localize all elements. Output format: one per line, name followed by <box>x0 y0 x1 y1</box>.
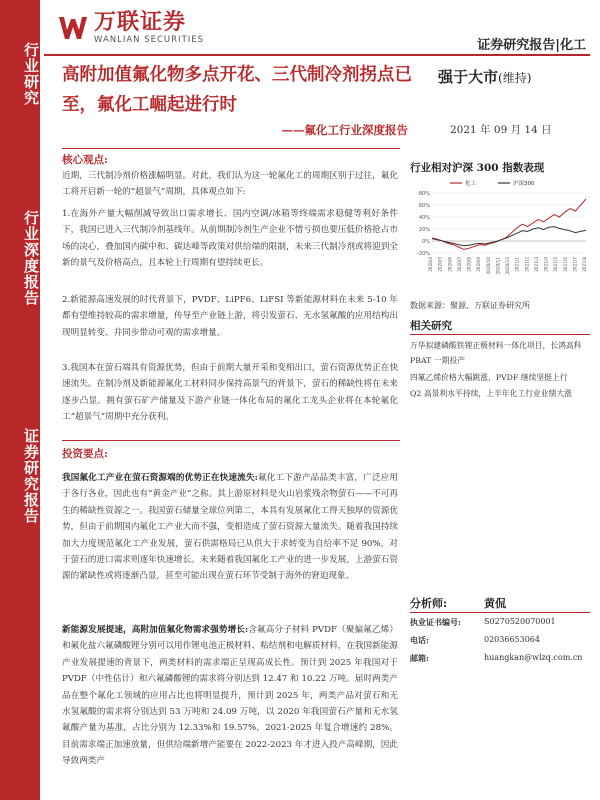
logo-text-cn: 万联证券 <box>94 10 187 35</box>
analyst-divider <box>410 612 590 613</box>
analyst-cert-value: S0270520070001 <box>484 617 556 626</box>
y-tick-label: 60% <box>418 203 430 209</box>
x-tick-label: 2021/6 <box>562 257 568 272</box>
rating-value: 强于大市 <box>438 68 499 86</box>
logo-text-en: WANLIAN SECURITIES <box>94 35 205 45</box>
rating-note: (维持) <box>498 71 532 85</box>
core-point-3: 3.我国本在萤石端具有资源优势，但由于前期大量开采和变相出口，萤石资源优势正在快速流失。在制冷剂及新能源氟化工材料同步保持高景气的背景下，萤石的稀缺性将在未来逐步凸显。拥有萤石矿产储量及下游产业链一体化布局的氟化工龙头企业将在本轮氟化工“超景气”周期中充分获利。 <box>62 363 398 423</box>
analyst-email-value[interactable]: huangkan@wlzq.com.cn <box>484 653 583 662</box>
analyst-phone <box>410 635 590 646</box>
core-heading: 核心观点: <box>62 154 108 166</box>
related-item[interactable]: 万华拟建磷酸铁锂正极材料一体化项目，长鸿高科 PBAT 一期投产 <box>410 341 582 365</box>
investment-p2-body: 含氟高分子材料 PVDF（聚偏氟乙烯）和氟化盐六氟磷酸锂分别可以用作锂电池正极材料、粘结剂和电解质材料，在我国新能源产业发展提速的背景下，两类材料的需求端正呈现高成长性。预计到 2025 年我国对于 PVDF（中性估计）和六氟磷酸锂的需求将分别达到 12.47 和 10.22 万吨。届时两类产品在整个氟化工领域的应用占比也将明显提升，预计到 2025 年，两类产品对萤石和无水氢氟酸的需求将分别达到 53 万吨和 24.09 万吨，以 2020 年我国萤石产量和无水氢氟酸产量为基准，占比分别为 12.33%和 19.57%，2021-2025 年复合增速约 28%。目前需求端正加速放量，但供给端新增产能要在 2022-2023 年才进入投产高峰期，因此导致两类产 <box>62 625 398 767</box>
core-point-2: 2.新能源高速发展的时代背景下，PVDF、LiPF6、LiFSI 等新能源材料在未来 5-10 年都有望维持较高的需求增量，传导至产业链上游，将引发萤石、无水氢氟酸的应用结构出现明显转变、并同步带动可观的需求增量。 <box>62 295 398 338</box>
investment-heading: 投资要点: <box>62 448 108 460</box>
legend-label: 沪深300 <box>513 181 535 187</box>
sidebar-label-deep: 行业深度报告 <box>22 210 40 306</box>
analyst-name: 黄侃 <box>484 597 506 610</box>
report-date: 2021 年 09 月 14 日 <box>450 124 552 136</box>
sidebar-label-securities: 证券研究报告 <box>22 428 40 524</box>
analyst-cert <box>410 617 590 628</box>
logo <box>58 8 204 48</box>
analyst-email-label: 邮箱: <box>410 653 429 663</box>
investment-p1-body: 氟化工下游产品品类丰富，广泛应用于各行各业，因此也有“黄金产业”之称。其上游原材料是火山岩浆残余物萤石——不可再生的稀缺性资源之一。我国萤石储量全球位列第二，本具有发展氟化工得天独厚的资源优势，但由于前期国内氟化工产业大而不强，变相造成了萤石资源大量流失。随着我国持续加大力度规范氟化工产业发展，萤石供需格局已从供大于求转变为自给率不足 90%，对于萤石的进口需求则逐年快速增长。未来随着我国氟化工产业的进一步发展，上游萤石资源的紧缺性或将逐渐凸显，甚至可能出现在萤石环节受制于海外的窘迫现象。 <box>62 473 398 582</box>
x-tick-label: 2020/5 <box>437 257 443 272</box>
x-tick-label: 2020/6 <box>447 257 453 272</box>
w-logo-icon <box>58 15 88 41</box>
report-title: 高附加值氟化物多点开花、三代制冷剂拐点已至，氟化工崛起进行时 <box>62 65 412 115</box>
investment-paragraph-1 <box>62 470 398 585</box>
x-tick-label: 2021/3 <box>533 257 539 272</box>
y-tick-label: 40% <box>418 215 430 221</box>
x-tick-label: 2021/7 <box>572 257 578 272</box>
x-tick-label: 2021/2 <box>524 257 530 272</box>
y-tick-label: 80% <box>418 191 430 197</box>
x-tick-label: 2020/4 <box>428 257 433 272</box>
x-tick-label: 2020/9 <box>476 257 482 272</box>
header-divider <box>44 54 590 56</box>
x-tick-label: 2020/10 <box>485 257 491 275</box>
x-tick-label: 2020/12 <box>505 257 510 275</box>
analyst-phone-value: 02036653064 <box>484 635 540 644</box>
core-intro: 近期，三代制冷剂价格涨幅明显。对此，我们认为这一轮氟化工的周期区别于过往，氟化工将开启新一轮的“超景气”周期，具体观点如下: <box>62 171 398 198</box>
y-tick-label: 20% <box>418 227 430 233</box>
x-tick-label: 2021/5 <box>553 257 559 272</box>
investment-p1-lead: 我国氟化工产业在萤石资源端的优势正在快速流失: <box>62 473 258 483</box>
series-line-hs300 <box>432 227 586 246</box>
x-tick-label: 2020/11 <box>495 257 501 275</box>
performance-chart <box>410 175 590 290</box>
legend-label: 化工 <box>465 181 477 187</box>
core-point-1: 1.在海外产量大幅削减导致出口需求增长、国内空调/冰箱等终端需求稳健等利好条件下，我国已进入三代制冷剂基线年。从前期制冷剂生产企业不惜亏损也要压低价格抢占市场的决心，叠加国内碳中和、碳达峰等政策对供给端的限制，未来三代制冷剂或将迎到全新的景气及价格高点，且本轮上行周期有望持续更长。 <box>62 209 398 269</box>
related-item[interactable]: 四氟乙烯价格大幅跳涨，PVDF 继续坚挺上行 <box>410 373 568 382</box>
related-item[interactable]: Q2 高景利水平持续，上半年化工行业业绩大涨 <box>410 389 572 398</box>
section-divider <box>62 148 400 149</box>
related-heading: 相关研究 <box>410 320 452 332</box>
x-tick-label: 2021/1 <box>514 257 520 272</box>
chart-source: 数据来源：聚源、万联证券研究所 <box>410 301 530 310</box>
x-tick-label: 2021/4 <box>543 257 549 272</box>
investment-paragraph-2 <box>62 622 398 770</box>
related-divider <box>410 334 590 335</box>
analyst-phone-label: 电话: <box>410 635 429 645</box>
sidebar <box>0 0 40 800</box>
x-tick-label: 2020/8 <box>466 257 472 272</box>
chart-title: 行业相对沪深 300 指数表现 <box>410 162 545 174</box>
analyst-label: 分析师: <box>410 597 448 610</box>
x-tick-label: 2020/7 <box>456 257 462 272</box>
sidebar-label-industry: 行业研究 <box>22 42 40 106</box>
analyst-cert-label: 执业证书编号: <box>410 617 461 627</box>
investment-p2-lead: 新能源发展提速，高附加值氟化物需求强势增长: <box>62 625 249 635</box>
report-subtitle: ——氟化工行业深度报告 <box>281 123 408 137</box>
y-tick-label: -20% <box>417 251 430 257</box>
x-tick-label: 2021/8 <box>582 257 587 272</box>
analyst-email <box>410 653 590 664</box>
series-line-chemical <box>432 199 586 249</box>
report-type: 证券研究报告|化工 <box>477 38 586 53</box>
section-divider <box>62 440 400 441</box>
y-tick-label: 0% <box>422 239 430 245</box>
rating <box>438 66 531 87</box>
